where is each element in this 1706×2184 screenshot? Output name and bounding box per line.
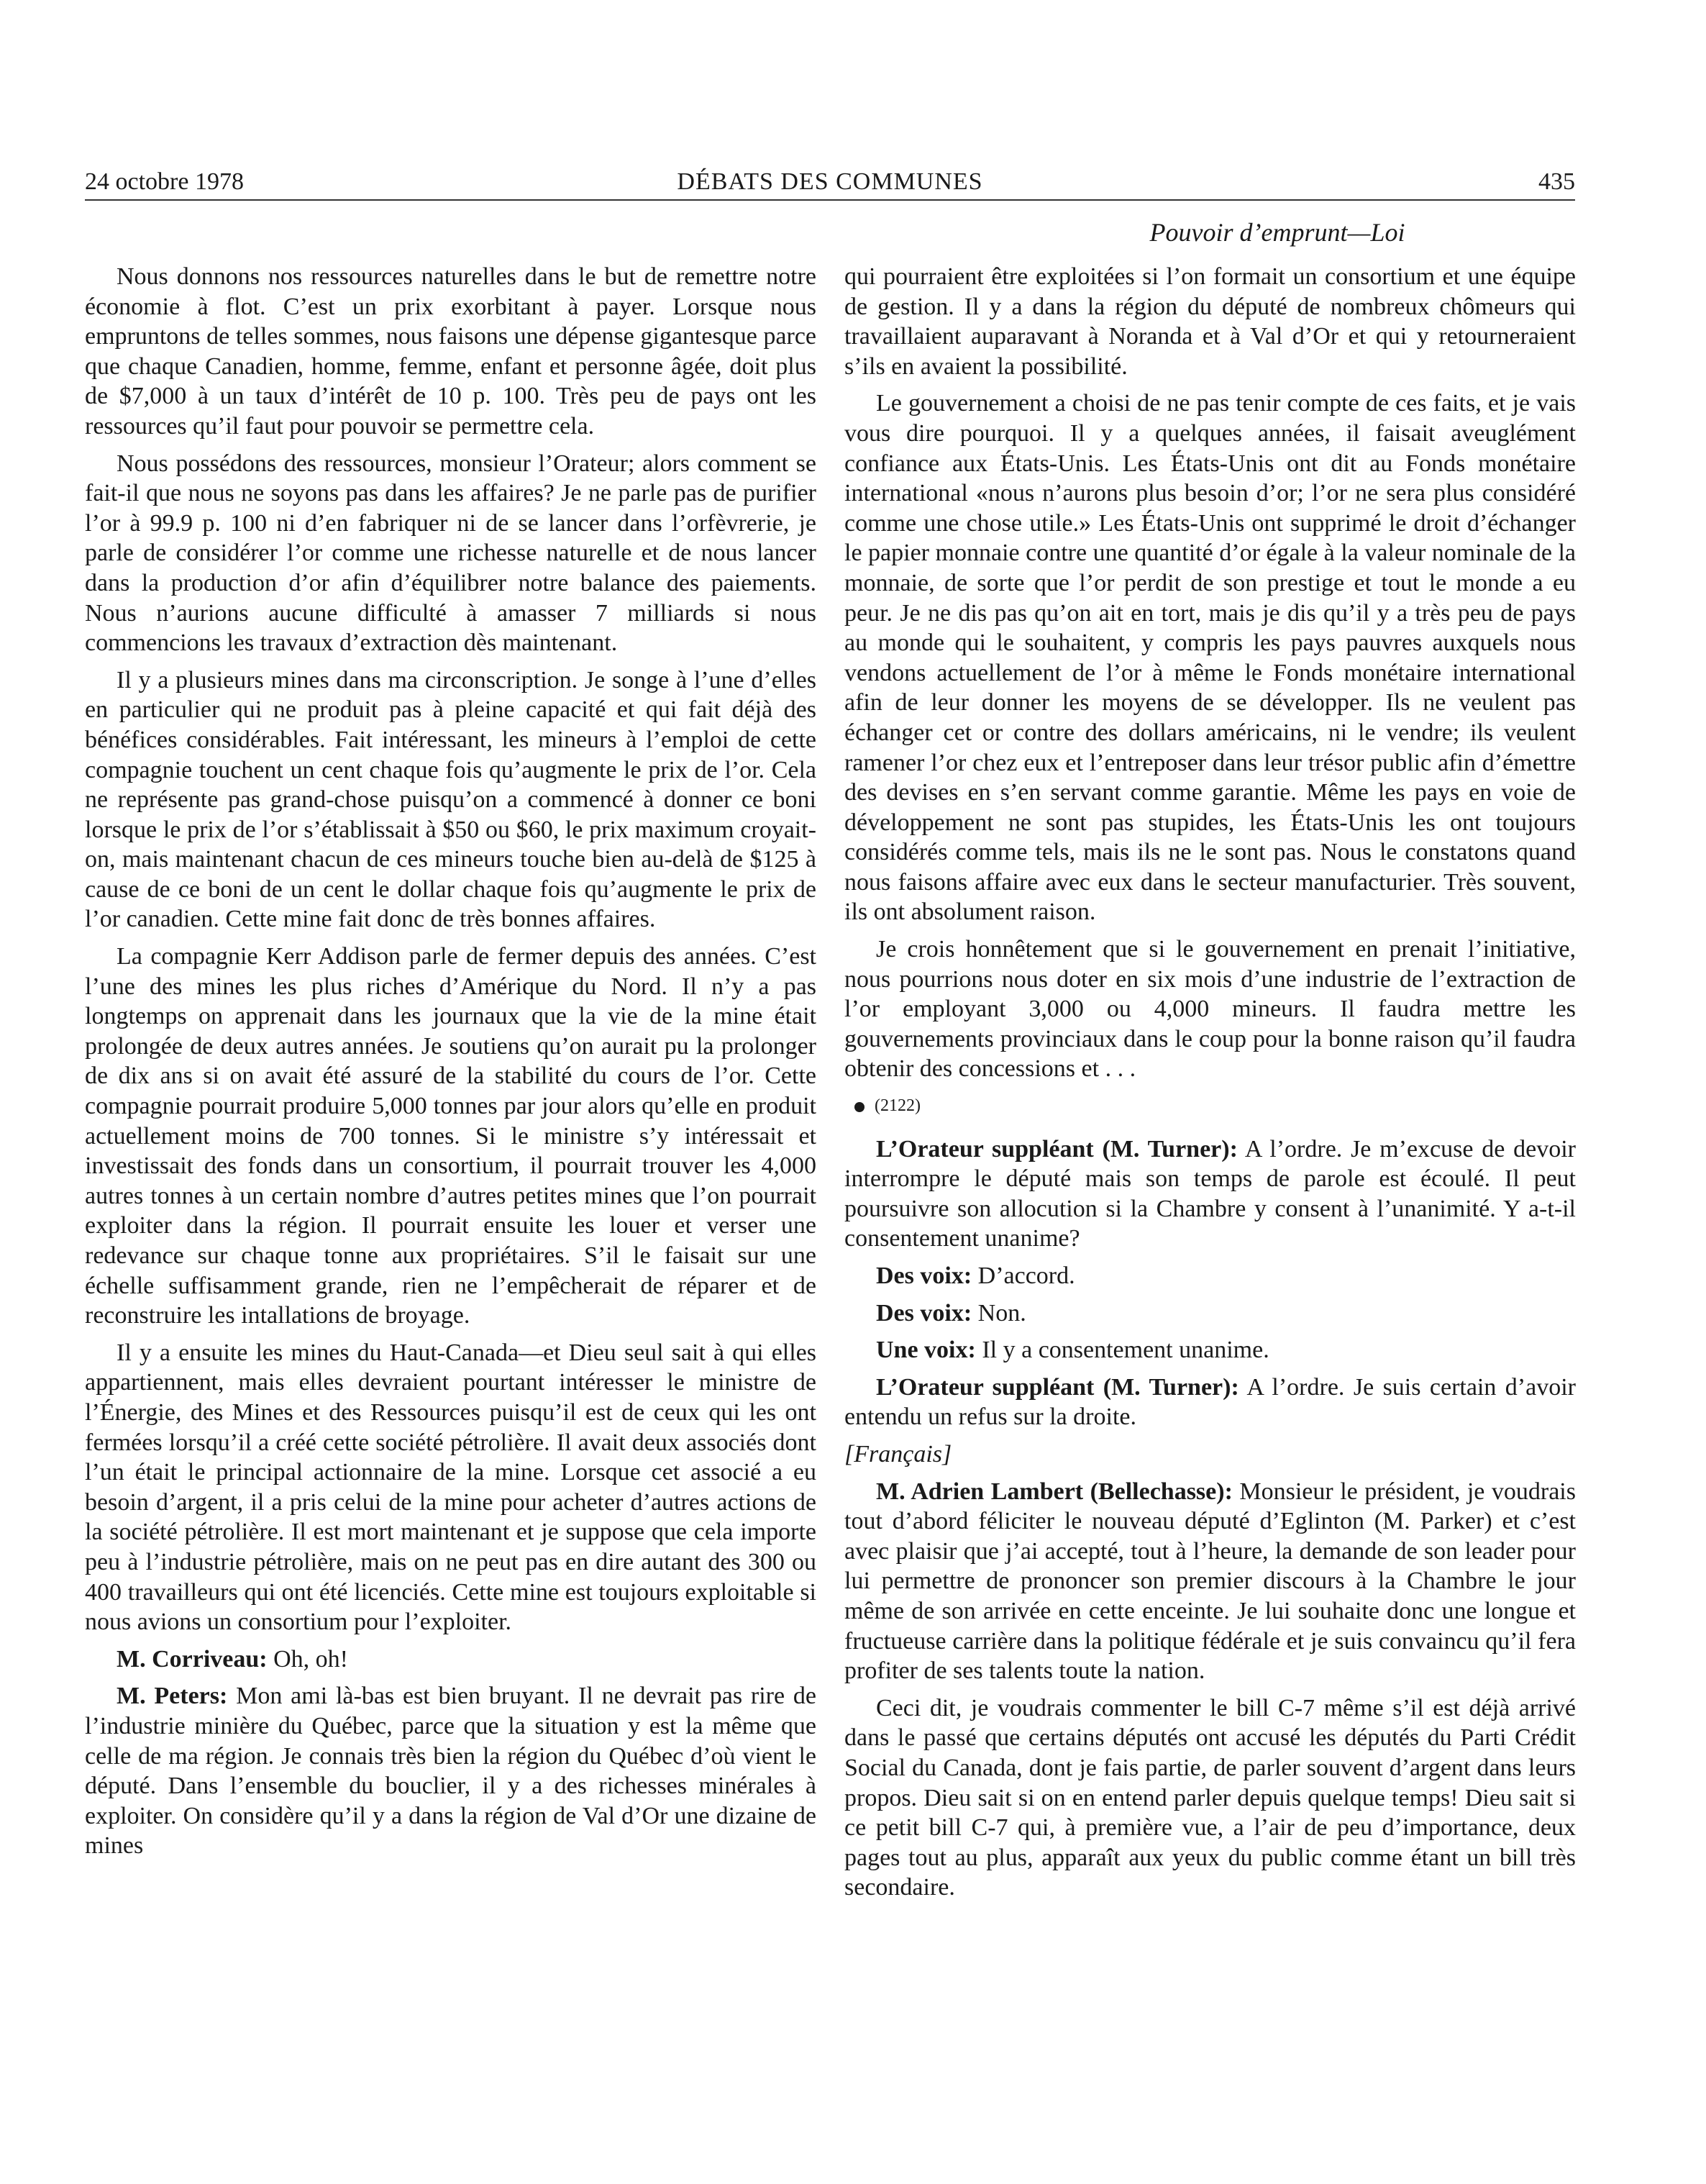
paragraph: La compagnie Kerr Addison parle de fermer depuis des années. C’est l’une des mines les plus riches d’Amérique du Nord. Il n’y a pas longtemps on apprenait dans les journaux que la vie de la mine était prolongée de deux autres années. Je soutiens qu’on aurait pu la prolonger de dix ans si on avait été assuré de la stabilité du cours de l’or. Cette compagnie pourrait produire 5,000 tonnes par jour alors qu’elle en produit actuellement moins de 700 tonnes. Si le ministre s’y intéressait et investissait des fonds dans un consortium, il pourrait trouver les 4,000 autres tonnes à un certain nombre d’autres petites mines que l’on pourrait exploiter dans la région. Il pourrait ensuite les louer et verser une redevance sur chaque tonne aux propriétaires. S’il le faisait sur une échelle suffisamment grande, rien ne l’empêcherait de réparer et de reconstruire les intallations de broyage. <box>85 943 816 1329</box>
speech-deputy-speaker <box>844 1373 1576 1432</box>
page-header <box>85 165 1575 201</box>
speech-voices <box>844 1298 1576 1329</box>
speech-text: Monsieur le président, je voudrais tout d’abord féliciter le nouveau député d’Eglinton (M. Parker) et c’est avec plaisir que j’ai accepté, tout à l’heure, la demande de son leader pour lui permettre de prononcer son premier discours à la Chambre le jour même de son arrivée en cette enceinte. Je lui souhaite donc une longue et fructueuse carrière dans la politique fédérale et je suis convaincu qu’il fera profiter de ses talents toute la nation. <box>844 1478 1576 1685</box>
running-head: Pouvoir d’emprunt—Loi <box>1149 218 1405 247</box>
speech-text: Il y a consentement unanime. <box>975 1337 1269 1364</box>
speech-text: A l’ordre. Je suis certain d’avoir entendu un refus sur la droite. <box>844 1373 1576 1431</box>
speaker-name: L’Orateur suppléant (M. Turner): <box>876 1373 1239 1401</box>
time-marker <box>854 1091 1576 1121</box>
speech-deputy-speaker <box>844 1134 1576 1254</box>
paragraph: qui pourraient être exploitées si l’on formait un consortium et une équipe de gestion. Il y a dans la région du député de nombreux chômeurs qui travaillaient auparavant à Noranda et à Val d’Or et qui y retourneraient s’ils en avaient la possibilité. <box>844 263 1576 380</box>
speaker-name: M. Adrien Lambert (Bellechasse): <box>876 1478 1233 1505</box>
speech-text: D’accord. <box>972 1262 1075 1289</box>
paragraph: Nous possédons des ressources, monsieur l’Orateur; alors comment se fait-il que nous ne soyons pas dans les affaires? Je ne parle pas de purifier l’or à 99.9 p. 100 ni d’en fabriquer ni de se lancer dans l’orfèvrerie, je parle de considérer l’or comme une richesse naturelle et de nous lancer dans la production d’or afin d’équilibrer notre balance des paiements. Nous n’aurions aucune difficulté à amasser 7 milliards si nous commencions les travaux d’extraction dès maintenant. <box>85 450 816 657</box>
paragraph: Il y a ensuite les mines du Haut-Canada—et Dieu seul sait à qui elles appartiennent, mais elles devraient pourtant intéresser le ministre de l’Énergie, des Mines et des Ressources puisqu’il est de ceux qui les ont fermées lorsqu’il a créé cette société pétrolière. Il avait deux associés dont l’un était le principal actionnaire de la mine. Lorsque cet associé a eu besoin d’argent, il a pris celui de la mine pour acheter d’autres actions de la société pétrolière. Il est mort maintenant et je suppose que cela importe peu à l’industrie pétrolière, mais on ne peut pas en dire autant des 300 ou 400 travailleurs qui ont été licenciés. Cette mine est toujours exploitable si nous avions un consortium pour l’exploiter. <box>85 1339 816 1636</box>
speaker-name: Des voix: <box>876 1262 972 1289</box>
page-number: 435 <box>1538 168 1575 195</box>
paragraph: Ceci dit, je voudrais commenter le bill C-7 même s’il est déjà arrivé dans le passé que certains députés ont accusé les députés du Parti Crédit Social du Canada, dont je fais partie, de parler souvent d’argent dans leurs propos. Dieu sait si on en entend parler depuis quelque temps! Dieu sait si ce petit bill C-7 qui, à première vue, a l’air de peu d’importance, deux pages tout au plus, apparaît aux yeux du public comme étant un bill très secondaire. <box>844 1694 1576 1901</box>
speaker-name: M. Peters: <box>117 1683 228 1710</box>
left-column <box>85 262 816 1868</box>
paragraph: Le gouvernement a choisi de ne pas tenir compte de ces faits, et je vais vous dire pourquoi. Il y a quelques années, il faisait aveuglément confiance aux États-Unis. Les États-Unis ont dit au Fonds monétaire international «nous n’aurons plus besoin d’or; l’or ne sera plus considéré comme une chose utile.» Les États-Unis ont supprimé le droit d’échanger le papier monnaie contre une quantité d’or égale à la valeur nominale de la monnaie, de sorte que l’or perdit de son prestige et tout le monde a eu peur. Je ne dis pas qu’on ait en tort, mais je dis qu’il y a très peu de pays au monde qui le souhaitent, y compris les pays pauvres auxquels nous vendons actuellement de l’or à même le Fonds monétaire international afin de leur donner les moyens de se développer. Ils ne veulent pas échanger cet or contre des dollars américains, ni le vendre; ils veulent ramener l’or chez eux et l’entreposer dans leur trésor public afin d’émettre des devises en s’en servant comme garantie. Même les pays en voie de développement ne sont pas stupides, les États-Unis les ont toujours considérés comme tels, mais ils ne le sont pas. Nous le constatons quand nous faisons affaire avec eux dans le secteur manufacturier. Très souvent, ils ont absolument raison. <box>844 390 1576 926</box>
speech-voice <box>844 1335 1576 1365</box>
header-date: 24 octobre 1978 <box>85 168 244 195</box>
speaker-name: L’Orateur suppléant (M. Turner): <box>876 1135 1238 1162</box>
language-tag: [Français] <box>844 1440 952 1468</box>
speech-voices <box>844 1261 1576 1291</box>
speech-lambert <box>844 1477 1576 1686</box>
right-column <box>844 262 1576 1910</box>
time-marker-text: (2122) <box>875 1096 921 1116</box>
bullet-icon <box>854 1102 865 1112</box>
paragraph: Nous donnons nos ressources naturelles dans le but de remettre notre économie à flot. C’est un prix exorbitant à payer. Lorsque nous empruntons de telles sommes, nous faisons une dépense gigantesque parce que chaque Canadien, homme, femme, enfant et personne âgée, doit plus de $7,000 à un taux d’intérêt de 10 p. 100. Très peu de pays ont les ressources qu’il faut pour pouvoir se permettre cela. <box>85 263 816 440</box>
paragraph: Je crois honnêtement que si le gouvernement en prenait l’initiative, nous pourrions nous doter en six mois d’une industrie de l’extraction de l’or employant 3,000 ou 4,000 mineurs. Il faudra mettre les gouvernements provinciaux dans le coup pour la bonne raison qu’il faudra obtenir des concessions et . . . <box>844 936 1576 1083</box>
speaker-name: Une voix: <box>876 1337 976 1364</box>
speech-text: Non. <box>972 1299 1026 1327</box>
speaker-name: M. Corriveau: <box>117 1645 268 1673</box>
speaker-name: Des voix: <box>876 1299 972 1327</box>
speech-corriveau <box>85 1644 816 1675</box>
paragraph: Il y a plusieurs mines dans ma circonscription. Je songe à l’une d’elles en particulier qui ne produit pas à pleine capacité et qui fait déjà des bénéfices considérables. Fait intéressant, les mineurs à l’emploi de cette compagnie touchent un cent chaque fois qu’augmente le prix de l’or. Cela ne représente pas grand-chose puisqu’on a commencé à donner ce boni lorsque le prix de l’or s’établissait à $50 ou $60, le prix maximum croyait-on, mais maintenant chacun de ces mineurs touche bien au-delà de $125 à cause de ce boni de un cent le dollar chaque fois qu’augmente le prix de l’or canadien. Cette mine fait donc de très bonnes affaires. <box>85 666 816 933</box>
speech-text: Oh, oh! <box>267 1645 348 1673</box>
speech-text: Mon ami là-bas est bien bruyant. Il ne devrait pas rire de l’industrie minière du Québec, parce que la situation y est la même que celle de ma région. Je connais très bien la région du Québec d’où vient le député. Dans l’ensemble du bouclier, il y a des richesses minérales à exploiter. On considère qu’il y a dans la région de Val d’Or une dizaine de mines <box>85 1683 816 1860</box>
speech-text: A l’ordre. Je m’excuse de devoir interrompre le député mais son temps de parole est écoulé. Il peut poursuivre son allocution si la Chambre y consent à l’unanimité. Y a-t-il consentement unanime? <box>844 1135 1576 1252</box>
speech-peters <box>85 1681 816 1861</box>
header-title: DÉBATS DES COMMUNES <box>677 168 983 195</box>
